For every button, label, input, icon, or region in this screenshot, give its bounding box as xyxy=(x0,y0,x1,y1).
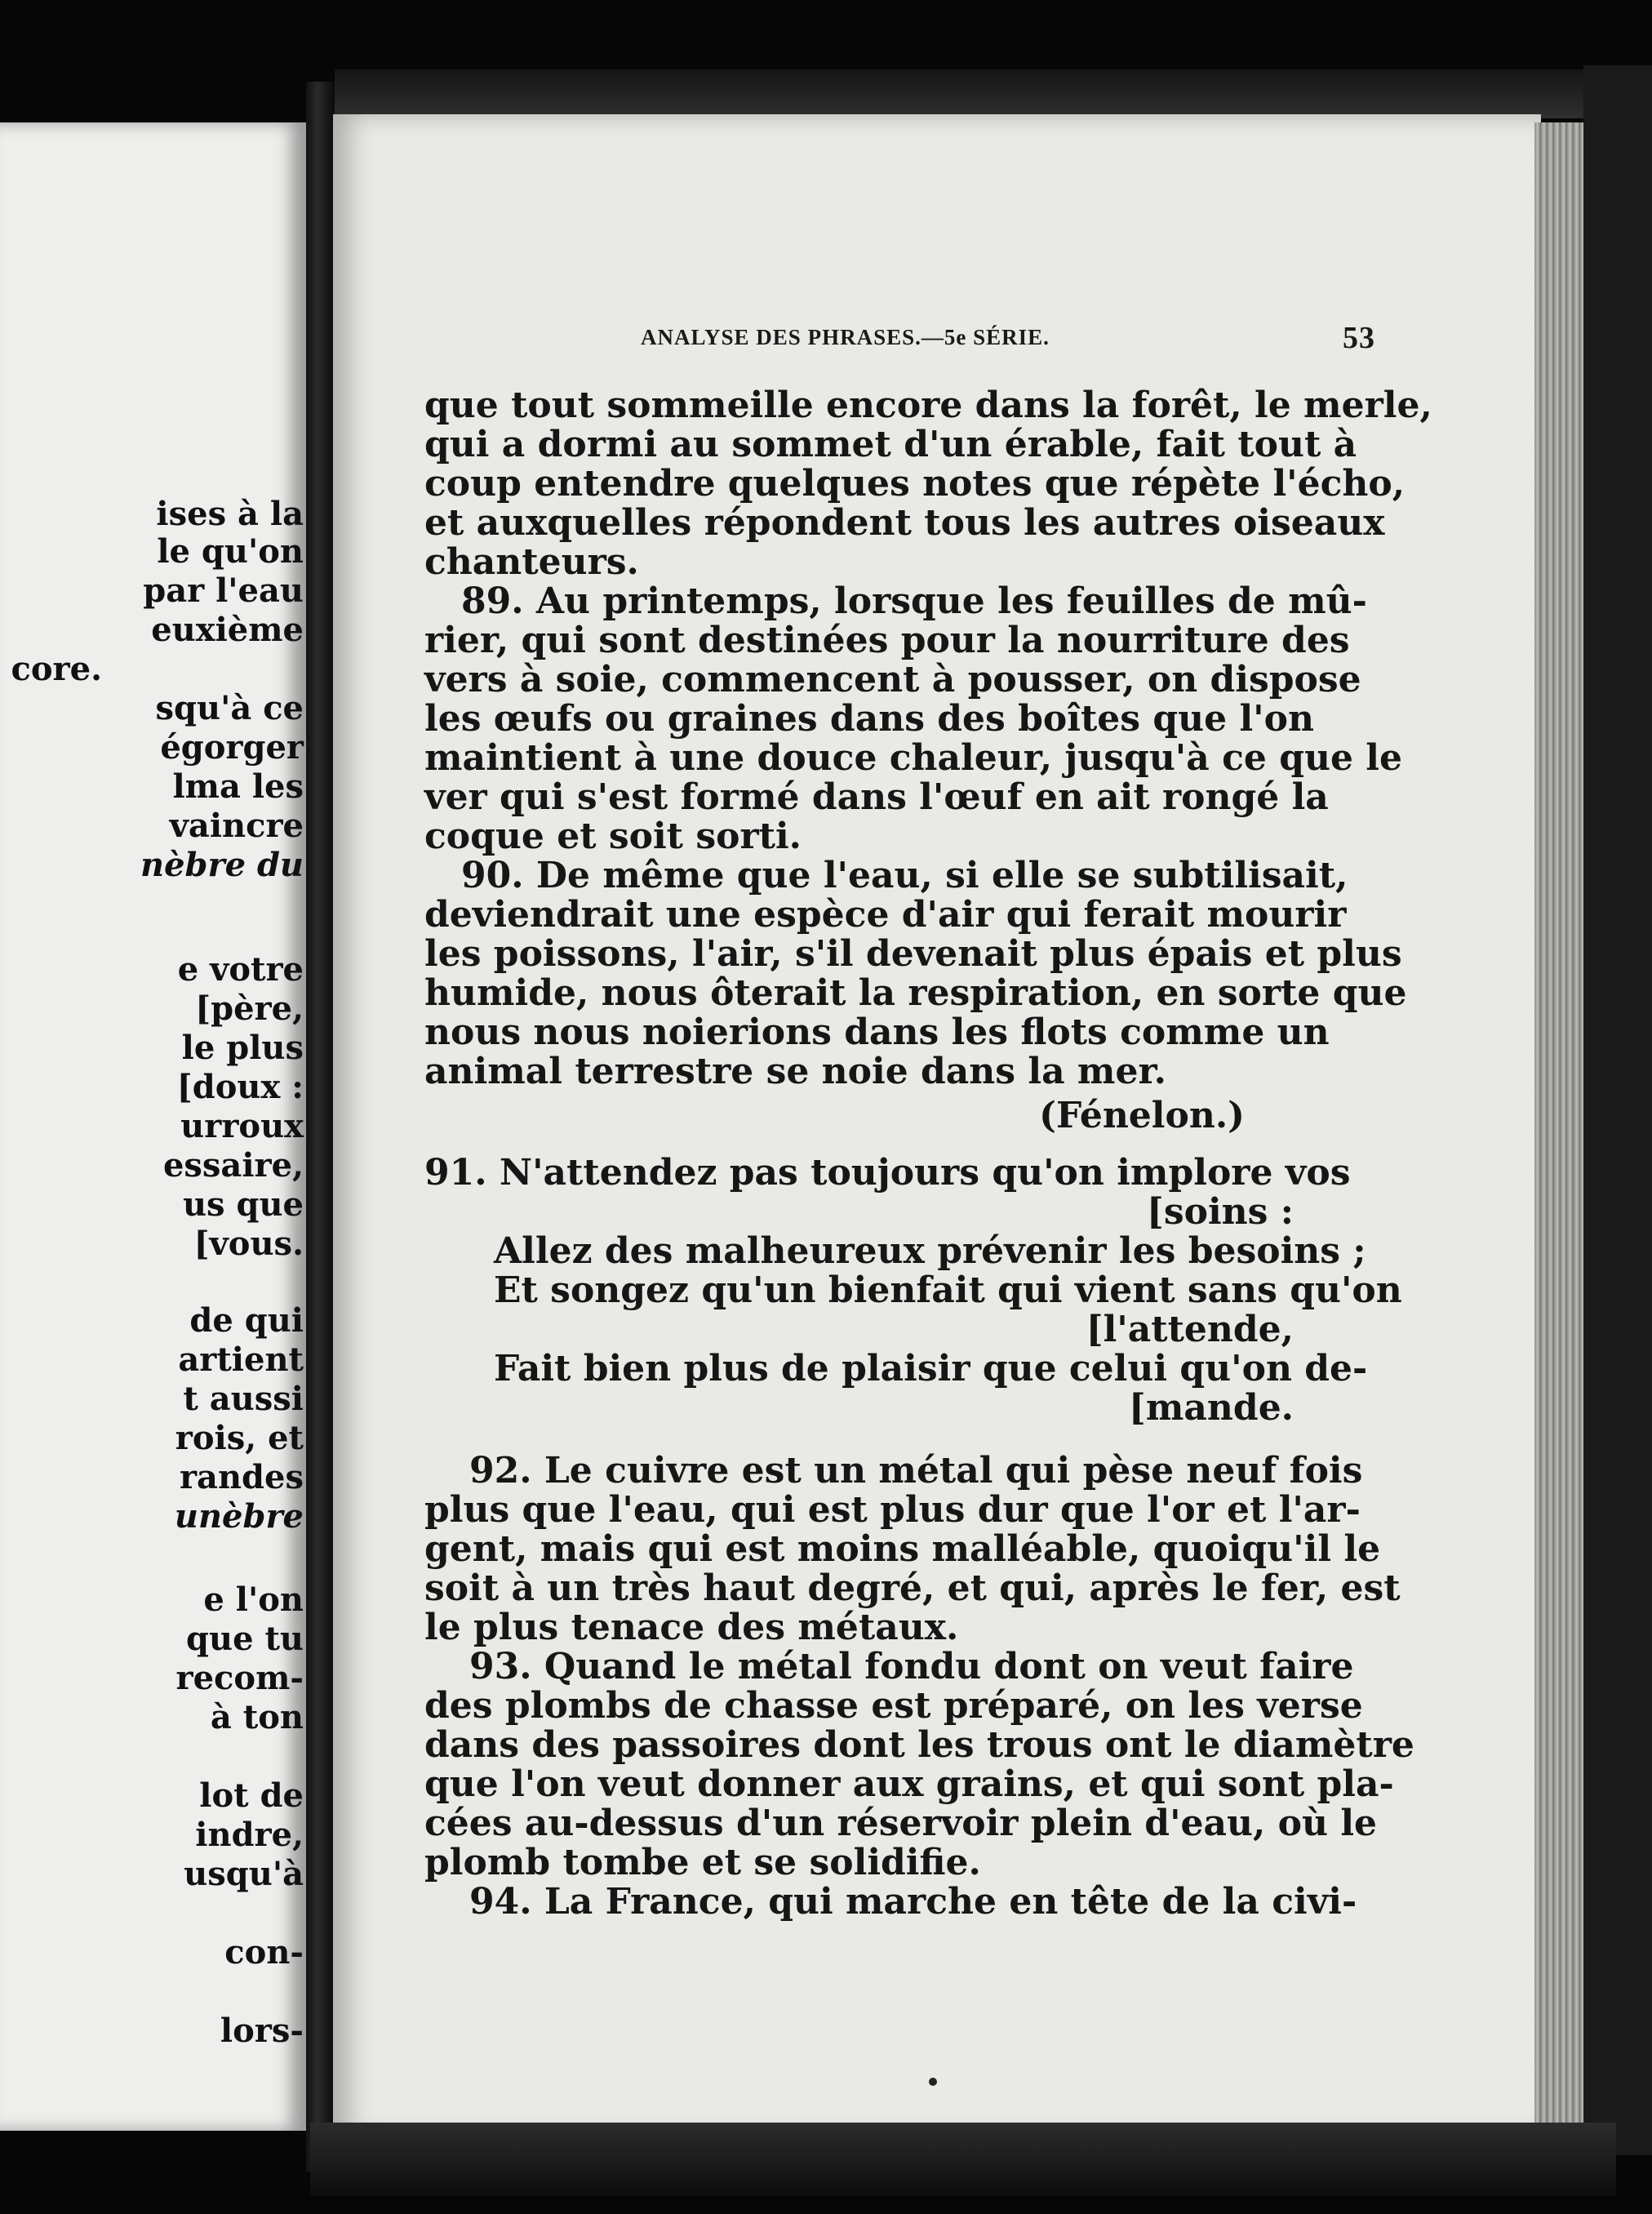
left-line: par l'eau xyxy=(143,571,304,610)
left-line: nèbre du xyxy=(140,846,304,884)
text-line: que l'on veut donner aux grains, et qui sont pla- xyxy=(424,1763,1394,1805)
text-line: dans des passoires dont les trous ont le diamètre xyxy=(424,1724,1414,1766)
book-cover-bottom-edge xyxy=(310,2123,1616,2196)
text-line: les œufs ou graines dans des boîtes que l'on xyxy=(424,698,1314,740)
left-line: con- xyxy=(224,1933,304,1972)
text-line: vers à soie, commencent à pousser, on dispose xyxy=(424,659,1361,700)
left-line: usqu'à xyxy=(184,1855,304,1893)
left-line: us que xyxy=(182,1185,304,1224)
left-line: de qui xyxy=(189,1301,304,1340)
left-line: randes xyxy=(179,1458,304,1496)
left-line: [doux : xyxy=(176,1068,304,1106)
text-line: chanteurs. xyxy=(424,541,639,583)
left-line: t aussi xyxy=(183,1380,304,1418)
left-line: vaincre xyxy=(169,807,304,845)
left-line: recom- xyxy=(175,1659,304,1697)
text-line: coup entendre quelques notes que répète l'écho, xyxy=(424,463,1406,505)
left-line: squ'à ce xyxy=(155,689,304,727)
text-line: soit à un très haut degré, et qui, après le fer, est xyxy=(424,1567,1401,1609)
ink-speck xyxy=(929,2078,937,2086)
left-line: égorger xyxy=(160,728,304,767)
text-line: [mande. xyxy=(1129,1387,1294,1429)
text-line: et auxquelles répondent tous les autres oiseaux xyxy=(424,502,1385,544)
text-line: cées au-dessus d'un réservoir plein d'eau, où le xyxy=(424,1803,1378,1844)
text-line: 94. La France, qui marche en tête de la civi- xyxy=(469,1881,1357,1923)
text-line: deviendrait une espèce d'air qui ferait mourir xyxy=(424,894,1347,936)
running-head xyxy=(641,321,1375,358)
left-line: indre, xyxy=(195,1816,304,1854)
left-line: lors- xyxy=(220,2012,304,2050)
text-line: 92. Le cuivre est un métal qui pèse neuf fois xyxy=(469,1450,1363,1492)
page-stack-edge xyxy=(1534,122,1583,2139)
text-line: des plombs de chasse est préparé, on les verse xyxy=(424,1685,1363,1727)
text-line: que tout sommeille encore dans la forêt, le merle, xyxy=(424,385,1432,426)
left-line: e votre xyxy=(177,950,304,989)
text-line: [l'attende, xyxy=(1086,1309,1294,1350)
left-line: [vous. xyxy=(193,1225,304,1263)
left-line: que tu xyxy=(186,1620,304,1658)
verse-line: Allez des malheureux prévenir les besoins ; xyxy=(494,1230,1366,1272)
book-cover-top-edge xyxy=(335,69,1592,118)
text-line: gent, mais qui est moins malléable, quoiqu'il le xyxy=(424,1528,1381,1570)
text-line: animal terrestre se noie dans la mer. xyxy=(424,1051,1166,1092)
left-line: lot de xyxy=(199,1776,304,1815)
text-line: 89. Au printemps, lorsque les feuilles de mû- xyxy=(461,580,1367,622)
book-gutter xyxy=(306,82,335,2172)
text-line: coque et soit sorti. xyxy=(424,816,802,857)
left-line: e l'on xyxy=(203,1580,304,1619)
left-line: [père, xyxy=(195,989,304,1028)
left-line: ises à la xyxy=(156,495,304,533)
left-line: artient xyxy=(178,1340,304,1379)
text-line: plus que l'eau, qui est plus dur que l'or et l'ar- xyxy=(424,1489,1361,1531)
text-line: maintient à une douce chaleur, jusqu'à ce que le xyxy=(424,737,1402,779)
left-line: euxième xyxy=(151,611,304,649)
left-line: rois, et xyxy=(175,1419,304,1457)
text-line: plomb tombe et se solidifie. xyxy=(424,1842,981,1883)
text-line: qui a dormi au sommet d'un érable, fait tout à xyxy=(424,424,1357,465)
text-line: 90. De même que l'eau, si elle se subtilisait, xyxy=(461,855,1348,896)
left-line: à ton xyxy=(210,1698,304,1736)
left-line: le plus xyxy=(181,1029,304,1067)
book-cover-right-edge xyxy=(1583,65,1652,2155)
text-line: ver qui s'est formé dans l'œuf en ait rongé la xyxy=(424,776,1329,818)
left-line: unèbre xyxy=(174,1497,304,1536)
text-line: humide, nous ôterait la respiration, en sorte que xyxy=(424,972,1407,1014)
left-line: urroux xyxy=(180,1107,304,1145)
verse-line: Fait bien plus de plaisir que celui qu'on de- xyxy=(494,1348,1368,1389)
text-line: le plus tenace des métaux. xyxy=(424,1607,959,1648)
text-line: rier, qui sont destinées pour la nourriture des xyxy=(424,620,1350,661)
left-line: le qu'on xyxy=(157,532,304,571)
left-line: lma les xyxy=(172,767,304,806)
running-head-title: ANALYSE DES PHRASES.—5e SÉRIE. xyxy=(641,325,1050,349)
text-line: [soins : xyxy=(1147,1191,1294,1233)
attribution: (Fénelon.) xyxy=(1039,1095,1245,1136)
text-line: 93. Quand le métal fondu dont on veut faire xyxy=(469,1646,1354,1687)
left-line: core. xyxy=(11,650,102,688)
text-line: nous nous noierions dans les flots comme un xyxy=(424,1011,1330,1053)
verse-line: Et songez qu'un bienfait qui vient sans qu'on xyxy=(494,1269,1402,1311)
left-line: essaire, xyxy=(162,1146,304,1185)
text-line: 91. N'attendez pas toujours qu'on implore vos xyxy=(424,1152,1351,1194)
left-facing-page xyxy=(0,122,306,2131)
page-number: 53 xyxy=(1343,321,1375,355)
text-line: les poissons, l'air, s'il devenait plus épais et plus xyxy=(424,933,1402,975)
